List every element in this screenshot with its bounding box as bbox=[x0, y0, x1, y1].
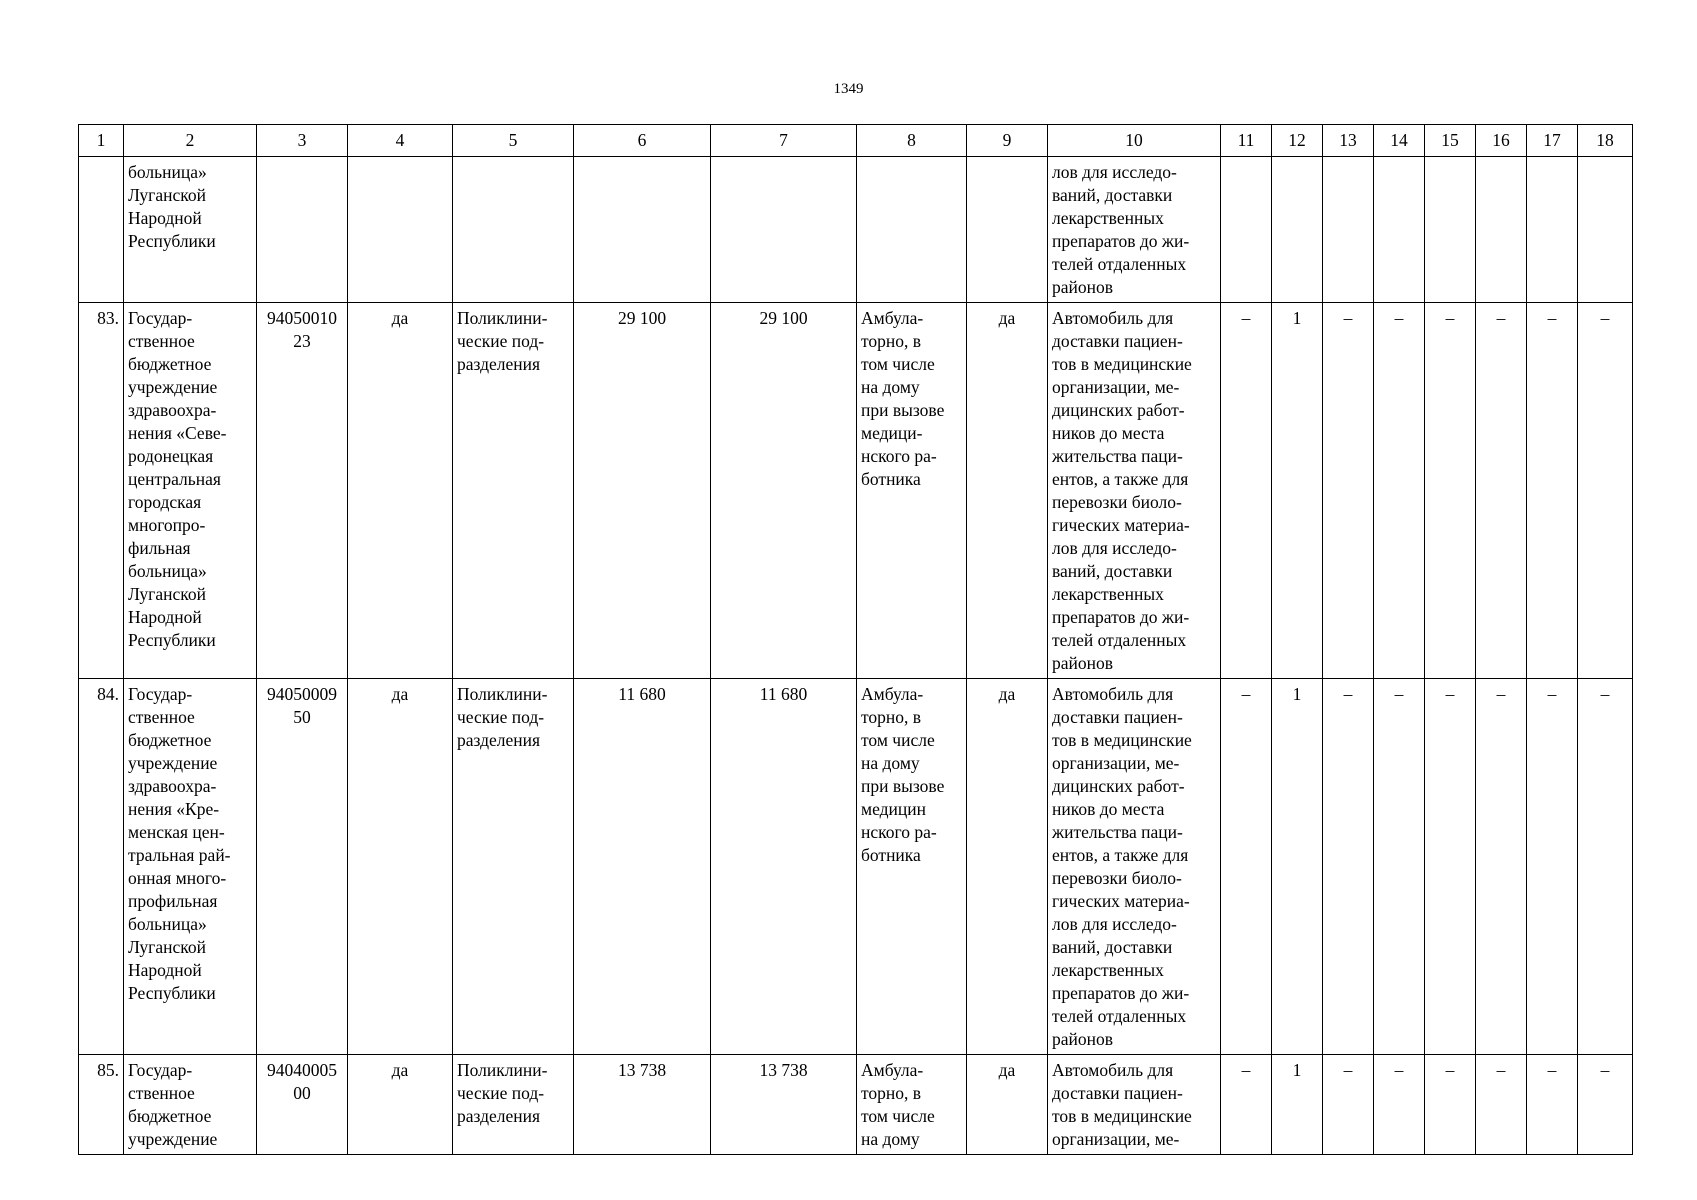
table-row bbox=[79, 679, 1633, 1055]
organization-name: больница» Луганской Народной Республики bbox=[124, 157, 257, 303]
count-cell: – bbox=[1374, 1055, 1425, 1155]
flag-cell bbox=[967, 157, 1048, 303]
row-number bbox=[79, 157, 124, 303]
value-cell: 29 100 bbox=[711, 303, 857, 679]
count-cell: – bbox=[1578, 1055, 1633, 1155]
header-row bbox=[79, 125, 1633, 157]
column-header: 7 bbox=[711, 125, 857, 157]
count-cell: – bbox=[1221, 1055, 1272, 1155]
code-cell: 94050009 50 bbox=[257, 679, 348, 1055]
code-cell bbox=[257, 157, 348, 303]
count-cell: – bbox=[1323, 1055, 1374, 1155]
vehicle-purpose-cell: Автомобиль для доставки пациен- тов в медицинские организации, ме- дицинских работ- ников до места жительства паци- ентов, а также для перевозки биоло- гических материа- лов для исследо- ваний, доставки лекарственных препаратов до жи- телей отдаленных районов bbox=[1048, 679, 1221, 1055]
count-cell: – bbox=[1425, 1055, 1476, 1155]
count-cell: – bbox=[1527, 679, 1578, 1055]
column-header: 15 bbox=[1425, 125, 1476, 157]
vehicle-purpose-cell: Автомобиль для доставки пациен- тов в медицинские организации, ме- дицинских работ- ников до места жительства паци- ентов, а также для перевозки биоло- гических материа- лов для исследо- ваний, доставки лекарственных препаратов до жи- телей отдаленных районов bbox=[1048, 303, 1221, 679]
code-cell: 94050010 23 bbox=[257, 303, 348, 679]
vehicle-purpose-cell: Автомобиль для доставки пациен- тов в медицинские организации, ме- bbox=[1048, 1055, 1221, 1155]
subdivision-cell: Поликлини- ческие под- разделения bbox=[453, 303, 574, 679]
flag-cell: да bbox=[967, 679, 1048, 1055]
value-cell: 11 680 bbox=[711, 679, 857, 1055]
count-cell: – bbox=[1374, 303, 1425, 679]
care-conditions-cell: Амбула- торно, в том числе на дому bbox=[857, 1055, 967, 1155]
count-cell: – bbox=[1221, 303, 1272, 679]
table-row bbox=[79, 157, 1633, 303]
column-header: 10 bbox=[1048, 125, 1221, 157]
column-header: 5 bbox=[453, 125, 574, 157]
code-cell: 94040005 00 bbox=[257, 1055, 348, 1155]
count-cell bbox=[1578, 157, 1633, 303]
flag-cell: да bbox=[967, 1055, 1048, 1155]
count-cell: – bbox=[1425, 303, 1476, 679]
count-cell bbox=[1374, 157, 1425, 303]
table-row bbox=[79, 1055, 1633, 1155]
value-cell bbox=[711, 157, 857, 303]
count-cell: – bbox=[1527, 1055, 1578, 1155]
column-header: 2 bbox=[124, 125, 257, 157]
count-cell: 1 bbox=[1272, 1055, 1323, 1155]
subdivision-cell: Поликлини- ческие под- разделения bbox=[453, 679, 574, 1055]
column-header: 14 bbox=[1374, 125, 1425, 157]
value-cell: 29 100 bbox=[574, 303, 711, 679]
count-cell: – bbox=[1425, 679, 1476, 1055]
care-conditions-cell: Амбула- торно, в том числе на дому при вызове медици- нского ра- ботника bbox=[857, 303, 967, 679]
row-number: 85. bbox=[79, 1055, 124, 1155]
count-cell: – bbox=[1476, 303, 1527, 679]
count-cell: – bbox=[1323, 679, 1374, 1055]
data-table bbox=[78, 124, 1633, 1155]
count-cell bbox=[1476, 157, 1527, 303]
count-cell bbox=[1221, 157, 1272, 303]
care-conditions-cell: Амбула- торно, в том числе на дому при вызове медицин нского ра- ботника bbox=[857, 679, 967, 1055]
table-row bbox=[79, 303, 1633, 679]
subdivision-cell: Поликлини- ческие под- разделения bbox=[453, 1055, 574, 1155]
count-cell bbox=[1527, 157, 1578, 303]
count-cell: – bbox=[1476, 679, 1527, 1055]
flag-cell: да bbox=[348, 1055, 453, 1155]
column-header: 12 bbox=[1272, 125, 1323, 157]
column-header: 13 bbox=[1323, 125, 1374, 157]
column-header: 4 bbox=[348, 125, 453, 157]
flag-cell: да bbox=[967, 303, 1048, 679]
count-cell: – bbox=[1476, 1055, 1527, 1155]
count-cell: – bbox=[1221, 679, 1272, 1055]
organization-name: Государ- ственное бюджетное учреждение здравоохра- нения «Севе- родонецкая центральная городская многопро- фильная больница» Луганской Народной Республики bbox=[124, 303, 257, 679]
row-number: 84. bbox=[79, 679, 124, 1055]
count-cell bbox=[1323, 157, 1374, 303]
column-header: 6 bbox=[574, 125, 711, 157]
flag-cell: да bbox=[348, 679, 453, 1055]
vehicle-purpose-cell: лов для исследо- ваний, доставки лекарственных препаратов до жи- телей отдаленных районов bbox=[1048, 157, 1221, 303]
flag-cell bbox=[348, 157, 453, 303]
value-cell: 11 680 bbox=[574, 679, 711, 1055]
column-header: 9 bbox=[967, 125, 1048, 157]
page-number: 1349 bbox=[833, 81, 864, 97]
subdivision-cell bbox=[453, 157, 574, 303]
row-number: 83. bbox=[79, 303, 124, 679]
column-header: 16 bbox=[1476, 125, 1527, 157]
value-cell: 13 738 bbox=[574, 1055, 711, 1155]
organization-name: Государ- ственное бюджетное учреждение bbox=[124, 1055, 257, 1155]
count-cell: – bbox=[1323, 303, 1374, 679]
care-conditions-cell bbox=[857, 157, 967, 303]
count-cell: 1 bbox=[1272, 679, 1323, 1055]
count-cell: – bbox=[1578, 303, 1633, 679]
count-cell: – bbox=[1374, 679, 1425, 1055]
column-header: 11 bbox=[1221, 125, 1272, 157]
column-header: 1 bbox=[79, 125, 124, 157]
column-header: 3 bbox=[257, 125, 348, 157]
count-cell bbox=[1425, 157, 1476, 303]
organization-name: Государ- ственное бюджетное учреждение здравоохра- нения «Кре- менская цен- тральная рай- онная много- профильная больница» Луганской Народной Республики bbox=[124, 679, 257, 1055]
count-cell: – bbox=[1578, 679, 1633, 1055]
column-header: 17 bbox=[1527, 125, 1578, 157]
count-cell: 1 bbox=[1272, 303, 1323, 679]
value-cell: 13 738 bbox=[711, 1055, 857, 1155]
column-header: 8 bbox=[857, 125, 967, 157]
value-cell bbox=[574, 157, 711, 303]
column-header: 18 bbox=[1578, 125, 1633, 157]
flag-cell: да bbox=[348, 303, 453, 679]
count-cell: – bbox=[1527, 303, 1578, 679]
count-cell bbox=[1272, 157, 1323, 303]
